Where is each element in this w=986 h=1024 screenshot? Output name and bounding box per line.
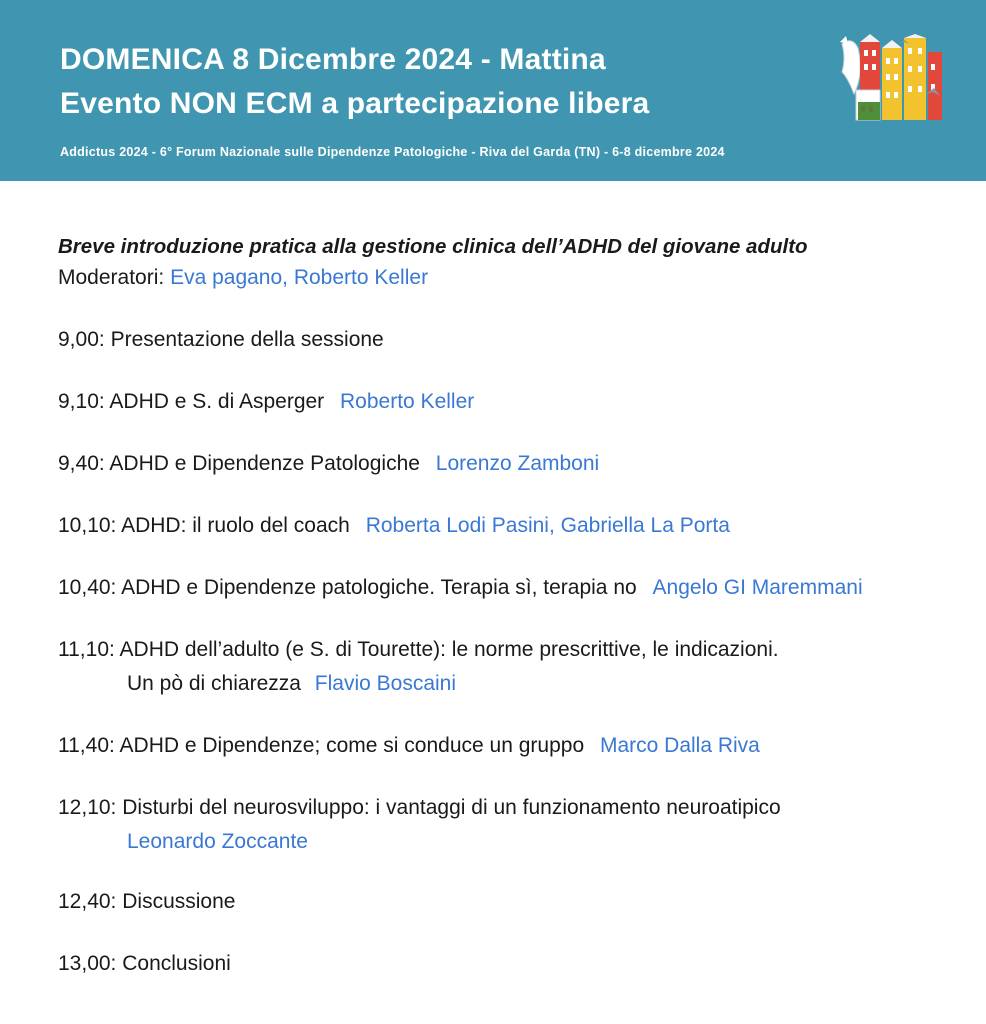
- event-type-title: Evento NON ECM a partecipazione libera: [60, 87, 650, 120]
- agenda-item: [58, 571, 863, 605]
- agenda-time: 11,10:: [58, 638, 115, 661]
- town-houses-whale-logo-icon: [838, 34, 944, 126]
- agenda-speaker: Flavio Boscaini: [314, 672, 457, 695]
- moderators-label: Moderatori:: [58, 266, 165, 289]
- agenda-item: [58, 323, 384, 357]
- agenda-time: 13,00:: [58, 952, 117, 975]
- agenda-speaker: Lorenzo Zamboni: [435, 452, 600, 475]
- agenda-item: [58, 947, 231, 981]
- agenda-item: [58, 447, 599, 481]
- agenda-time: 10,40:: [58, 576, 117, 599]
- agenda-topic: Presentazione della sessione: [110, 328, 384, 351]
- agenda-topic: Discussione: [122, 890, 236, 913]
- agenda-time: 9,40:: [58, 452, 105, 475]
- agenda-topic: ADHD e Dipendenze; come si conduce un gruppo: [119, 734, 585, 757]
- page-title: DOMENICA 8 Dicembre 2024 - Mattina: [60, 43, 606, 76]
- agenda-speaker: Marco Dalla Riva: [599, 734, 760, 757]
- agenda-item: [58, 509, 730, 543]
- agenda-item: [58, 791, 781, 859]
- page-header: [0, 0, 986, 181]
- agenda-topic: ADHD e Dipendenze Patologiche: [109, 452, 420, 475]
- session-title: Breve introduzione pratica alla gestione clinica dell’ADHD del giovane adulto: [58, 235, 808, 258]
- agenda-time: 11,40:: [58, 734, 115, 757]
- agenda-time: 9,10:: [58, 390, 105, 413]
- agenda-speaker: Leonardo Zoccante: [127, 830, 308, 853]
- agenda-speaker: Roberta Lodi Pasini, Gabriella La Porta: [365, 514, 730, 537]
- agenda-time: 12,40:: [58, 890, 117, 913]
- agenda-topic: Disturbi del neurosviluppo: i vantaggi di un funzionamento neuroatipico: [122, 796, 781, 819]
- agenda-time: 12,10:: [58, 796, 117, 819]
- agenda-speaker: Angelo GI Maremmani: [652, 576, 863, 599]
- agenda-topic: ADHD e Dipendenze patologiche. Terapia sì, terapia no: [121, 576, 637, 599]
- agenda-time: 10,10:: [58, 514, 117, 537]
- moderators-names: Eva pagano, Roberto Keller: [170, 266, 429, 289]
- agenda-speaker: Roberto Keller: [340, 390, 475, 413]
- agenda-time: 9,00:: [58, 328, 105, 351]
- agenda-topic-continued: Un pò di chiarezza: [127, 672, 301, 695]
- agenda-topic: ADHD dell’adulto (e S. di Tourette): le norme prescrittive, le indicazioni.: [119, 638, 779, 661]
- event-subtitle: Addictus 2024 - 6° Forum Nazionale sulle Dipendenze Patologiche - Riva del Garda (TN) - 6-8 dicembre 2024: [60, 145, 725, 159]
- agenda-topic: ADHD: il ruolo del coach: [121, 514, 350, 537]
- agenda-topic: Conclusioni: [122, 952, 231, 975]
- agenda-item: [58, 885, 235, 919]
- moderators-line: [58, 262, 958, 294]
- agenda-topic: ADHD e S. di Asperger: [109, 390, 325, 413]
- agenda-item: [58, 633, 779, 701]
- agenda-item: [58, 729, 760, 763]
- session-content: [58, 232, 958, 975]
- agenda-item: [58, 385, 474, 419]
